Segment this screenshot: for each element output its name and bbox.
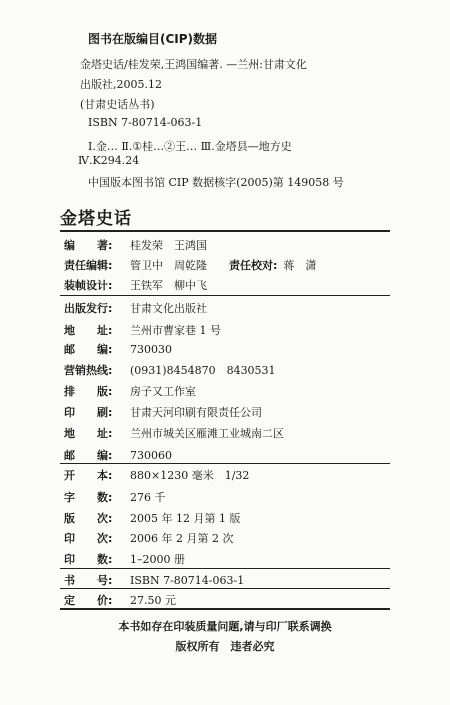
publisher-value: 兰州市城关区雁滩工业城南二区 <box>130 427 284 440</box>
credit-value: 桂发荣 王鸿国 <box>130 239 207 252</box>
price-label: 定 价: <box>64 594 113 607</box>
credit-row-authors <box>64 237 207 253</box>
publisher-row <box>64 447 172 463</box>
publisher-label: 地 址: <box>64 324 113 337</box>
spec-value: 276 千 <box>130 491 166 504</box>
publisher-value: 730060 <box>130 449 172 462</box>
credit-label: 编 著: <box>64 239 113 252</box>
isbn-value: ISBN 7-80714-063-1 <box>130 574 245 587</box>
quality-notice: 本书如存在印装质量问题,请与印厂联系调换 <box>118 620 332 633</box>
publisher-row <box>64 383 196 399</box>
divider <box>60 230 390 232</box>
spec-value: 1–2000 册 <box>130 553 185 566</box>
publisher-value: (0931)8454870 8430531 <box>130 364 276 377</box>
spec-label: 版 次: <box>64 512 113 525</box>
divider <box>60 295 390 296</box>
spec-row <box>64 489 166 505</box>
publisher-row <box>64 425 284 441</box>
credit-row-design <box>64 277 207 293</box>
isbn-label: 书 号: <box>64 574 113 587</box>
publisher-label: 地 址: <box>64 427 113 440</box>
publisher-label: 印 刷: <box>64 406 113 419</box>
copyright-notice: 版权所有 违者必究 <box>175 640 275 653</box>
publisher-label: 排 版: <box>64 385 113 398</box>
credit-label: 责任编辑: <box>64 259 113 272</box>
publisher-value: 甘肃文化出版社 <box>130 302 207 315</box>
credit-value: 管卫中 周乾隆 <box>130 259 207 272</box>
spec-row <box>64 530 233 546</box>
isbn-row <box>64 572 244 588</box>
price-value: 27.50 元 <box>130 594 176 607</box>
publisher-value: 兰州市曹家巷 1 号 <box>130 324 221 337</box>
publisher-value: 房子又工作室 <box>130 385 196 398</box>
divider <box>60 608 390 610</box>
cip-line-subjects: Ⅰ.金… Ⅱ.①桂…②王… Ⅲ.金塔县—地方史 <box>88 140 292 153</box>
divider <box>60 568 390 569</box>
publisher-row <box>64 404 262 420</box>
cip-line-classification: Ⅳ.K294.24 <box>78 154 140 167</box>
spec-row <box>64 467 249 483</box>
spec-label: 开 本: <box>64 469 113 482</box>
book-title: 金塔史话 <box>60 209 132 229</box>
publisher-row <box>64 322 221 338</box>
cip-line-isbn: ISBN 7-80714-063-1 <box>88 116 203 129</box>
credit-row-editors <box>64 257 316 273</box>
publisher-value: 730030 <box>130 343 172 356</box>
cip-line-publisher-date: 出版社,2005.12 <box>80 78 162 91</box>
spec-label: 字 数: <box>64 491 113 504</box>
price-row <box>64 592 176 608</box>
publisher-row <box>64 341 172 357</box>
publisher-label: 邮 编: <box>64 343 113 356</box>
cip-line-series: (甘肃史话丛书) <box>80 98 155 111</box>
publisher-row <box>64 300 207 316</box>
spec-value: 880×1230 毫米 1/32 <box>130 469 250 482</box>
divider <box>60 463 390 464</box>
publisher-label: 邮 编: <box>64 449 113 462</box>
credit-value: 王铁军 柳中飞 <box>130 279 207 292</box>
spec-row <box>64 551 185 567</box>
cip-line-cip-number: 中国版本图书馆 CIP 数据核字(2005)第 149058 号 <box>88 176 344 189</box>
credit-label-proofreader: 责任校对: <box>229 259 278 272</box>
publisher-label: 营销热线: <box>64 364 113 377</box>
publisher-row <box>64 362 276 378</box>
credit-value-proofreader: 蒋 潇 <box>283 259 317 272</box>
spec-value: 2005 年 12 月第 1 版 <box>130 512 241 525</box>
cip-heading: 图书在版编目(CIP)数据 <box>88 32 218 46</box>
spec-label: 印 次: <box>64 532 113 545</box>
publisher-value: 甘肃天河印刷有限责任公司 <box>130 406 262 419</box>
cip-line-citation: 金塔史话/桂发荣,王鸿国编著. —兰州:甘肃文化 <box>80 58 307 71</box>
publisher-label: 出版发行: <box>64 302 113 315</box>
spec-label: 印 数: <box>64 553 113 566</box>
credit-label: 装帧设计: <box>64 279 113 292</box>
divider <box>60 588 390 589</box>
spec-row <box>64 510 240 526</box>
spec-value: 2006 年 2 月第 2 次 <box>130 532 234 545</box>
